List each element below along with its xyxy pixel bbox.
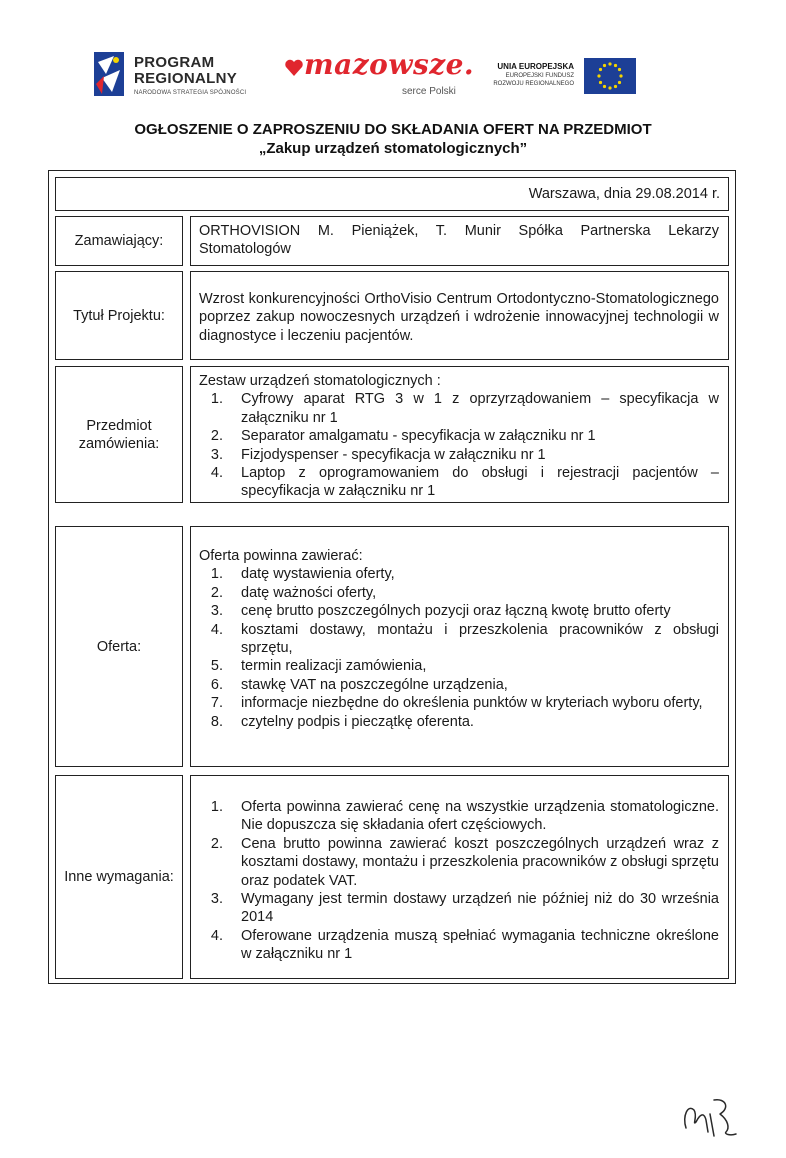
list-item: 4. Oferowane urządzenia muszą spełniać wymagania techniczne określone w załączniku nr 1 <box>227 927 719 964</box>
title-line-2: „Zakup urządzeń stomatologicznych” <box>258 140 528 157</box>
zamawiajacy-text: ORTHOVISION M. Pieniążek, T. Munir Spółka Partnerska Lekarzy Stomatologów <box>199 223 719 258</box>
tytul-content-cell <box>190 271 729 360</box>
list-item: 1. datę wystawienia oferty, <box>227 565 719 583</box>
heart-icon <box>284 58 304 78</box>
list-item: 2. Cena brutto powinna zawierać koszt poszczególnych urządzeń wraz z kosztami dostawy, montażu i przeszkolenia pracowników z obsługi sprzętu oraz podatek VAT. <box>227 835 719 890</box>
przedmiot-label-line-1: Przedmiot <box>86 417 152 434</box>
handwritten-signature-icon <box>680 1092 740 1138</box>
zamawiajacy-label: Zamawiający: <box>74 233 164 249</box>
inne-label-cell <box>55 775 183 979</box>
przedmiot-list <box>199 390 719 500</box>
przedmiot-label <box>79 417 160 453</box>
program-line-3: NARODOWA STRATEGIA SPÓJNOŚCI <box>134 90 247 96</box>
mazowsze-logo <box>284 48 475 104</box>
date-line: Warszawa, dnia 29.08.2014 r. <box>528 186 720 202</box>
przedmiot-label-line-2: zamówienia: <box>78 435 160 452</box>
mazowsze-wordmark: mazowsze. <box>304 48 475 81</box>
eu-line-1: UNIA EUROPEJSKA <box>497 62 574 71</box>
przedmiot-intro: Zestaw urządzeń stomatologicznych : <box>199 373 441 389</box>
logo-header <box>0 44 786 104</box>
zamawiajacy-label-cell <box>55 216 183 266</box>
list-item: 4. kosztami dostawy, montażu i przeszkolenia pracowników z obsługi sprzętu, <box>227 621 719 658</box>
mazowsze-tagline: serce Polski <box>402 86 456 97</box>
program-regionalny-emblem-icon <box>92 48 128 100</box>
eu-flag-icon <box>584 58 636 94</box>
list-item: 3. cenę brutto poszczególnych pozycji oraz łączną kwotę brutto oferty <box>227 602 719 620</box>
oferta-intro: Oferta powinna zawierać: <box>199 548 363 564</box>
tytul-text: Wzrost konkurencyjności OrthoVisio Centrum Ortodontyczno-Stomatologicznego poprzez zakup nowoczesnych urządzeń i wdrożenie innowacyjnej technologii w diagnostyce i leczeniu pacjentów. <box>199 291 719 344</box>
list-item: 7. informacje niezbędne do określenia punktów w kryteriach wyboru oferty, <box>227 694 719 712</box>
inne-list <box>199 798 719 964</box>
list-item: 2. datę ważności oferty, <box>227 584 719 602</box>
list-item: 8. czytelny podpis i pieczątkę oferenta. <box>227 713 719 731</box>
przedmiot-content-cell <box>190 366 729 503</box>
document-title <box>0 120 786 158</box>
oferta-label-cell <box>55 526 183 767</box>
program-line-1: PROGRAM <box>134 54 215 71</box>
program-regionalny-logo <box>92 48 272 104</box>
list-item: 1. Oferta powinna zawierać cenę na wszystkie urządzenia stomatologiczne. Nie dopuszcza się składania ofert częściowych. <box>227 798 719 835</box>
list-item: 4. Laptop z oprogramowaniem do obsługi i rejestracji pacjentów – specyfikacja w załączniku nr 1 <box>227 464 719 501</box>
eu-logo <box>484 56 644 96</box>
list-item: 3. Fizjodyspenser - specyfikacja w załączniku nr 1 <box>227 446 719 464</box>
przedmiot-label-cell <box>55 366 183 503</box>
eu-line-3: ROZWOJU REGIONALNEGO <box>493 81 574 87</box>
program-line-2: REGIONALNY <box>134 70 238 87</box>
tytul-label: Tytuł Projektu: <box>73 307 165 324</box>
list-item: 1. Cyfrowy aparat RTG 3 w 1 z oprzyrządowaniem – specyfikacja w załączniku nr 1 <box>227 390 719 427</box>
oferta-content-cell <box>190 526 729 767</box>
zamawiajacy-content-cell <box>190 216 729 266</box>
title-line-1: OGŁOSZENIE O ZAPROSZENIU DO SKŁADANIA OFERT NA PRZEDMIOT <box>134 121 652 138</box>
list-item: 3. Wymagany jest termin dostawy urządzeń nie później niż do 30 września 2014 <box>227 890 719 927</box>
tytul-label-cell <box>55 271 183 360</box>
inne-label: Inne wymagania: <box>64 869 174 885</box>
inne-content-cell <box>190 775 729 979</box>
eu-line-2: EUROPEJSKI FUNDUSZ <box>505 73 574 79</box>
list-item: 5. termin realizacji zamówienia, <box>227 657 719 675</box>
date-box <box>55 177 729 211</box>
oferta-list <box>199 565 719 731</box>
list-item: 2. Separator amalgamatu - specyfikacja w załączniku nr 1 <box>227 427 719 445</box>
list-item: 6. stawkę VAT na poszczególne urządzenia, <box>227 676 719 694</box>
oferta-label: Oferta: <box>96 638 142 655</box>
